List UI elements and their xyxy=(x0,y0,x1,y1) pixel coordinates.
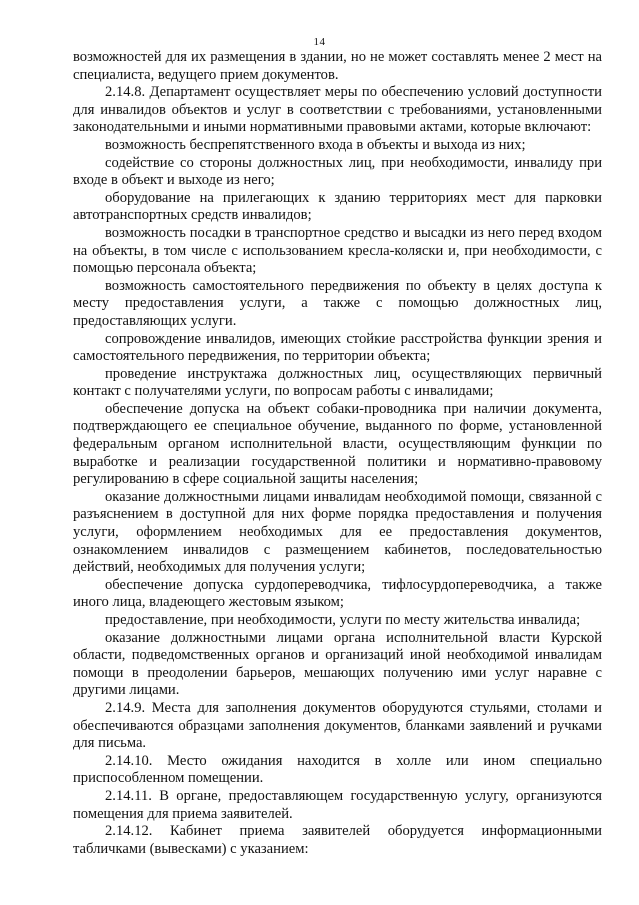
paragraph: проведение инструктажа должностных лиц, осуществляющих первичный контакт с получателями услуги, по вопросам работы с инвалидами; xyxy=(73,365,602,400)
paragraph: сопровождение инвалидов, имеющих стойкие расстройства функции зрения и самостоятельного передвижения, по территории объекта; xyxy=(73,330,602,365)
paragraph: 2.14.8. Департамент осуществляет меры по обеспечению условий доступности для инвалидов объектов и услуг в соответствии с требованиями, установленными законодательными и иными нормативными правовыми актами, которые включают: xyxy=(73,84,602,136)
paragraph: возможность самостоятельного передвижения по объекту в целях доступа к месту предоставления услуги, а также с помощью должностных лиц, предоставляющих услуги. xyxy=(73,277,602,329)
page-number: 14 xyxy=(313,36,326,48)
paragraph: предоставление, при необходимости, услуги по месту жительства инвалида; xyxy=(105,612,581,628)
paragraph: возможность беспрепятственного входа в объекты и выхода из них; xyxy=(105,136,526,153)
paragraph: оказание должностными лицами органа исполнительной власти Курской области, подведомственных органов и организаций иной необходимой инвалидам помощи в преодолении барьеров, мешающих получению ими услуг наравне с другими лицами. xyxy=(73,629,602,699)
paragraph: 2.14.9. Места для заполнения документов оборудуются стульями, столами и обеспечиваются образцами заполнения документов, бланками заявлений и ручками для письма. xyxy=(73,699,602,752)
paragraph: обеспечение допуска сурдопереводчика, тифлосурдопереводчика, а также иного лица, владеющего жестовым языком; xyxy=(73,576,602,611)
paragraph: 2.14.12. Кабинет приема заявителей оборудуется информационными табличками (вывесками) с указанием: xyxy=(73,823,602,857)
document-body xyxy=(73,49,602,858)
paragraph: оказание должностными лицами инвалидам необходимой помощи, связанной с разъяснением в доступной для них форме порядка предоставления и получения услуги, оформлением необходимых для ее предоставления документов, ознакомлением инвалидов с размещением кабинетов, последовательностью действий, необходимых для получения услуги; xyxy=(73,488,602,576)
paragraph: обеспечение допуска на объект собаки-проводника при наличии документа, подтверждающего ее специальное обучение, выданного по форме, установленной федеральным органом исполнительной власти, осуществляющим функции по выработке и реализации государственной политики и нормативно-правовому регулированию в сфере социальной защиты населения; xyxy=(73,400,602,488)
paragraph: возможностей для их размещения в здании, но не может составлять менее 2 мест на специалиста, ведущего прием документов. xyxy=(73,49,602,83)
paragraph: оборудование на прилегающих к зданию территориях мест для парковки автотранспортных средств инвалидов; xyxy=(73,189,602,224)
paragraph: 2.14.11. В органе, предоставляющем государственную услугу, организуются помещения для приема заявителей. xyxy=(73,787,602,822)
paragraph: содействие со стороны должностных лиц, при необходимости, инвалиду при входе в объект и выходе из него; xyxy=(73,154,602,189)
paragraph: возможность посадки в транспортное средство и высадки из него перед входом на объекты, в том числе с использованием кресла-коляски и, при необходимости, с помощью персонала объекта; xyxy=(73,224,602,277)
paragraph: 2.14.10. Место ожидания находится в холле или ином специально приспособленном помещении. xyxy=(73,752,602,787)
